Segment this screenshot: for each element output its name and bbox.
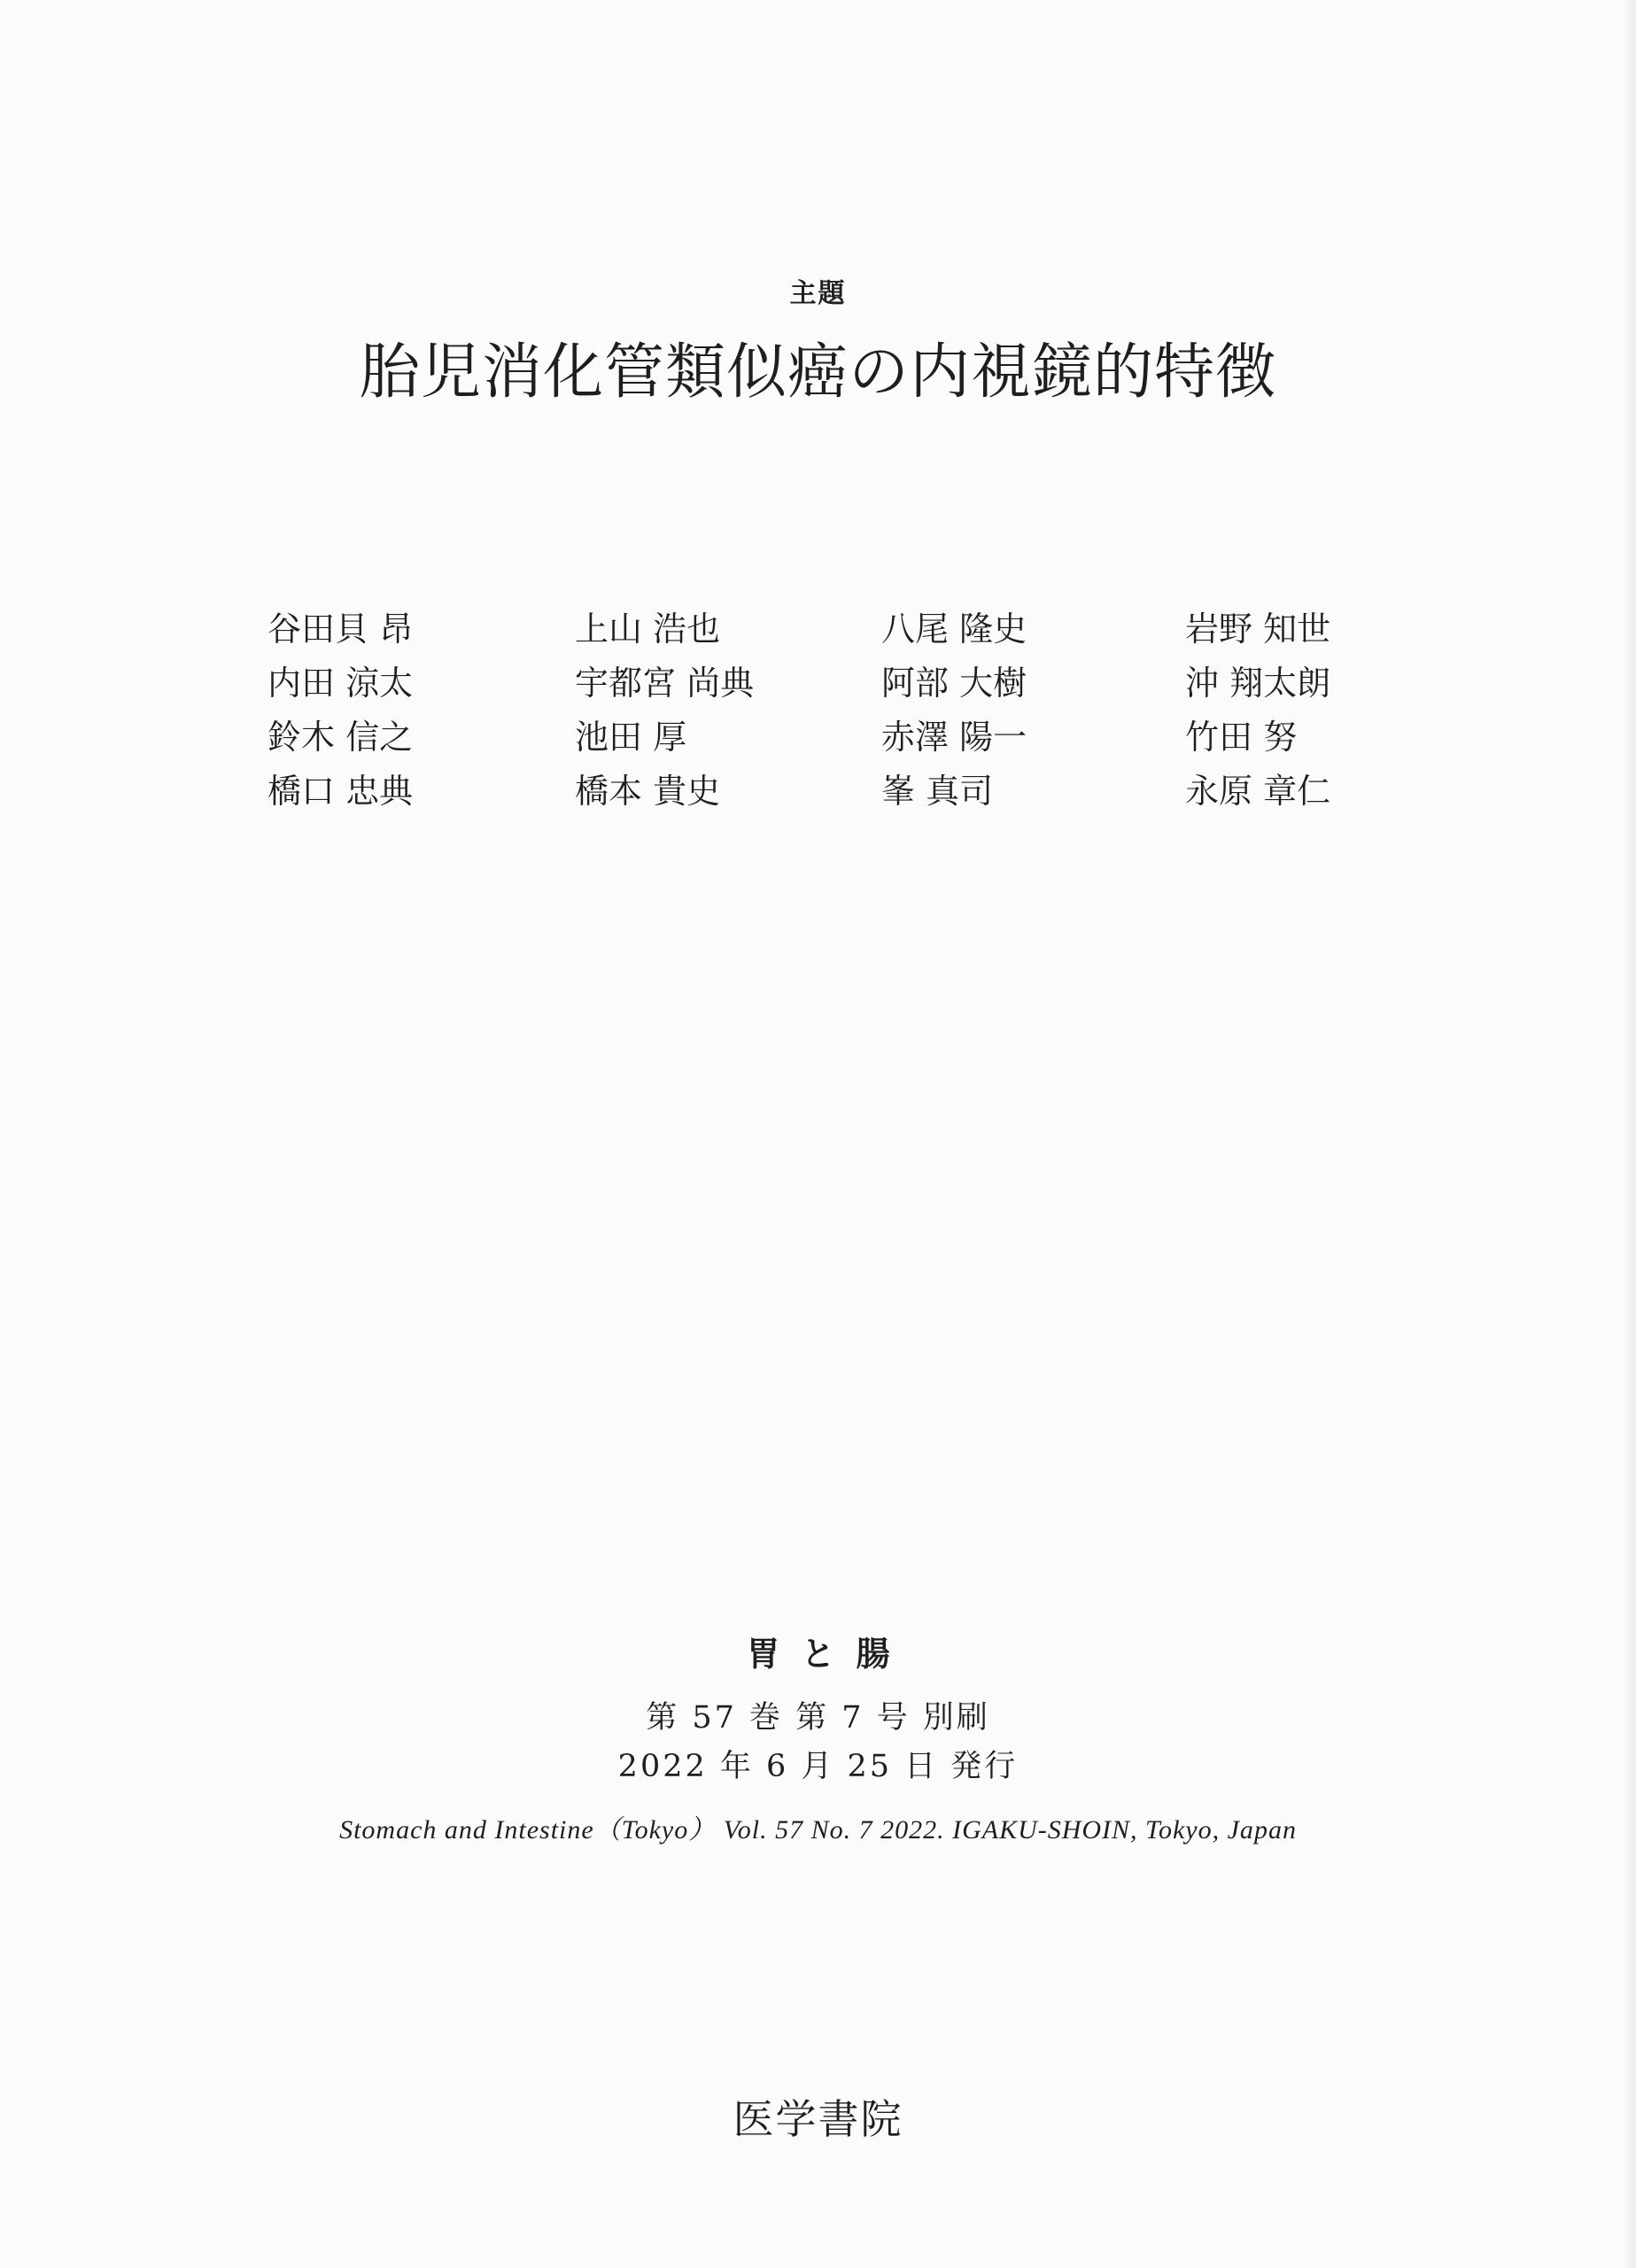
author-name: 沖 翔太朗 bbox=[1185, 664, 1331, 703]
author-name: 橋本 貴史 bbox=[575, 772, 721, 811]
author-name: 池田 厚 bbox=[575, 718, 687, 757]
issue-info: 第 57 巻 第 7 号 別刷 bbox=[646, 1700, 990, 1736]
author-name: 上山 浩也 bbox=[575, 610, 721, 649]
author-name: 阿部 大樹 bbox=[881, 664, 1027, 703]
author-name: 内田 涼太 bbox=[267, 664, 414, 703]
author-name: 宇都宮 尚典 bbox=[575, 664, 755, 703]
publication-date: 2022 年 6 月 25 日 発行 bbox=[617, 1749, 1019, 1784]
author-name: 谷田貝 昂 bbox=[267, 610, 414, 649]
author-name: 永原 章仁 bbox=[1185, 772, 1331, 811]
author-name: 赤澤 陽一 bbox=[881, 718, 1027, 757]
author-name: 峯 真司 bbox=[881, 772, 994, 811]
author-name: 鈴木 信之 bbox=[267, 718, 414, 757]
publisher-name: 医学書院 bbox=[733, 2095, 903, 2143]
author-name: 竹田 努 bbox=[1185, 718, 1298, 757]
english-citation: Stomach and Intestine（Tokyo） Vol. 57 No. 7 2022. IGAKU-SHOIN, Tokyo, Japan bbox=[339, 1815, 1297, 1845]
article-title: 胎児消化管類似癌の内視鏡的特徴 bbox=[359, 338, 1276, 408]
author-list bbox=[267, 602, 1384, 819]
author-name: 八尾 隆史 bbox=[881, 610, 1027, 649]
theme-label: 主題 bbox=[789, 278, 847, 309]
journal-name: 胃と腸 bbox=[746, 1635, 911, 1674]
author-name: 岩野 知世 bbox=[1185, 610, 1331, 649]
author-name: 橋口 忠典 bbox=[267, 772, 414, 811]
